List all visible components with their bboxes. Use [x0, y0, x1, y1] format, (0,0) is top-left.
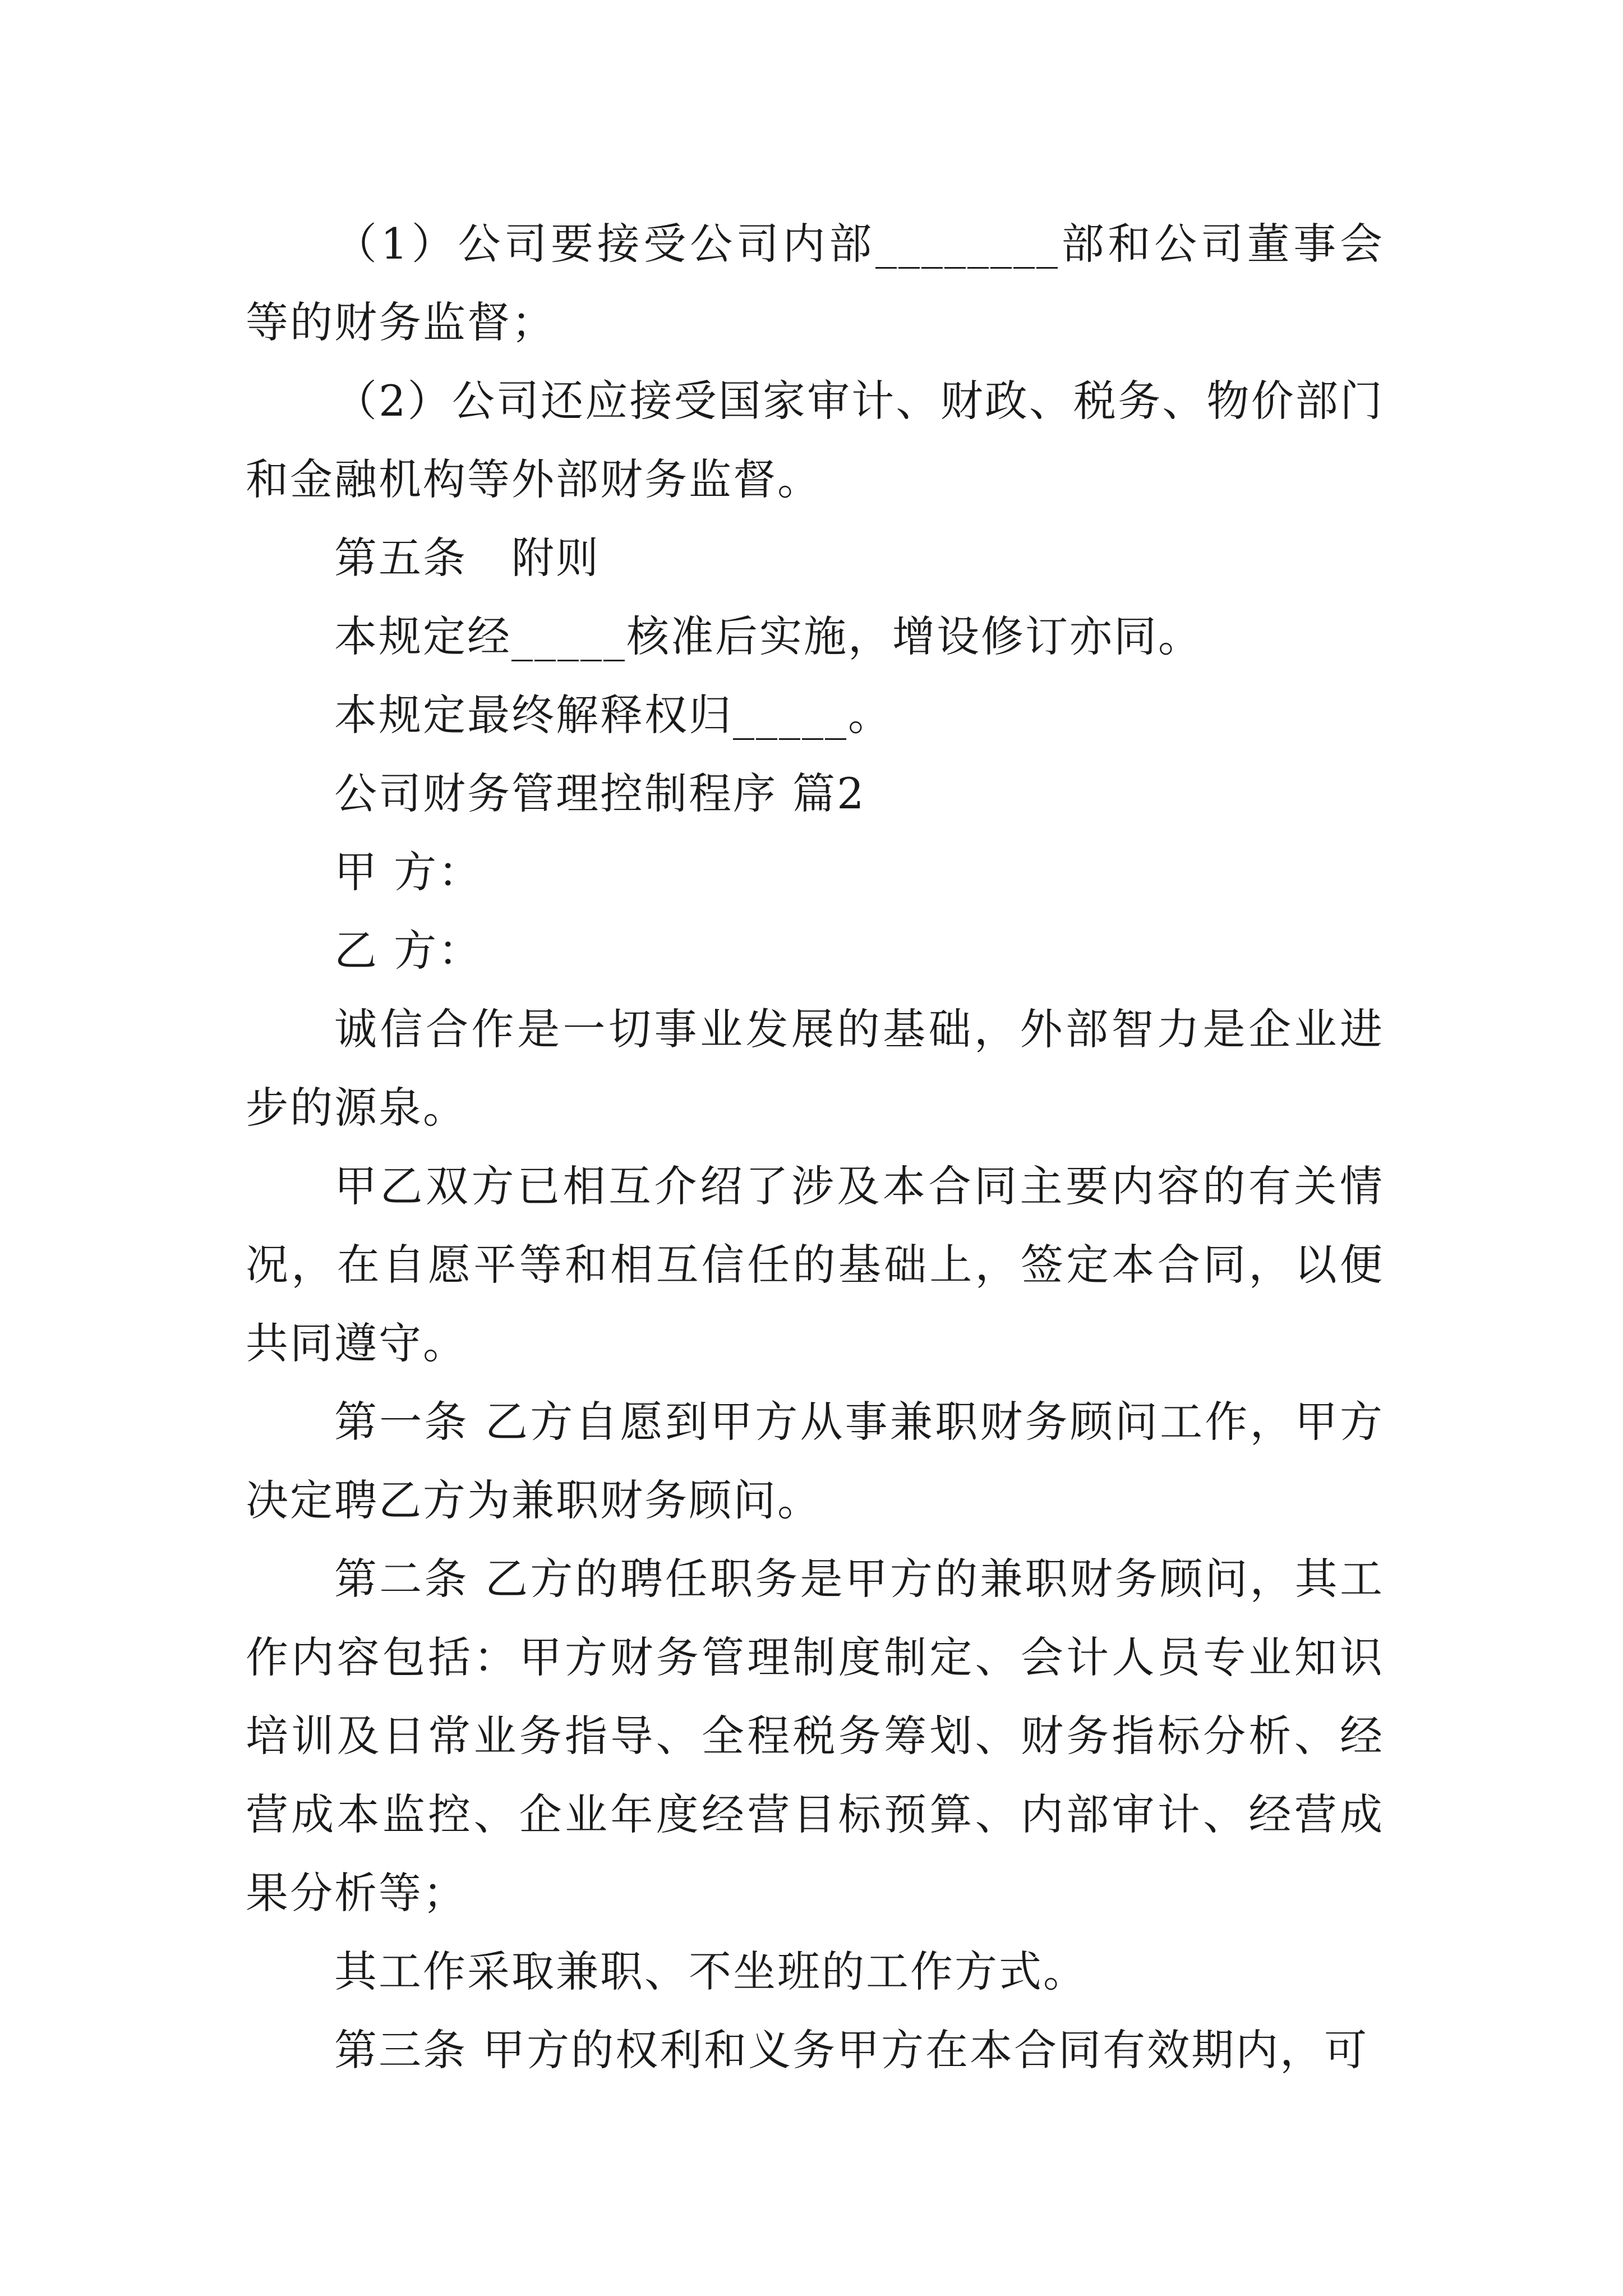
paragraph-internal-supervision: （1）公司要接受公司内部________部和公司董事会等的财务监督；	[246, 219, 1384, 347]
paragraph-approval: 本规定经_____核准后实施，增设修订亦同。	[334, 611, 1202, 661]
document-body	[246, 205, 1384, 2090]
paragraph-interpretation: 本规定最终解释权归_____。	[334, 690, 892, 740]
article-five-heading: 第五条 附则	[334, 533, 600, 583]
paragraph-mutual-introduction: 甲乙双方已相互介绍了涉及本合同主要内容的有关情况，在自愿平等和相互信任的基础上，签定本合同，以便共同遵守。	[246, 1161, 1384, 1368]
party-a-line: 甲 方：	[334, 847, 483, 897]
paragraph-preamble: 诚信合作是一切事业发展的基础，外部智力是企业进步的源泉。	[246, 1004, 1384, 1133]
paragraph-external-supervision: （2）公司还应接受国家审计、财政、税务、物价部门和金融机构等外部财务监督。	[246, 376, 1384, 504]
article-two: 第二条 乙方的聘任职务是甲方的兼职财务顾问，其工作内容包括：甲方财务管理制度制定、会计人员专业知识培训及日常业务指导、全程税务筹划、财务指标分析、经营成本监控、企业年度经营目标预算、内部审计、经营成果分析等；	[246, 1554, 1384, 1918]
paragraph-work-mode: 其工作采取兼职、不坐班的工作方式。	[334, 1947, 1087, 1996]
article-one: 第一条 乙方自愿到甲方从事兼职财务顾问工作，甲方决定聘乙方为兼职财务顾问。	[246, 1397, 1384, 1525]
section-title: 公司财务管理控制程序 篇2	[334, 769, 866, 818]
article-three: 第三条 甲方的权利和义务甲方在本合同有效期内，可	[334, 2025, 1369, 2075]
party-b-line: 乙 方：	[334, 926, 483, 976]
